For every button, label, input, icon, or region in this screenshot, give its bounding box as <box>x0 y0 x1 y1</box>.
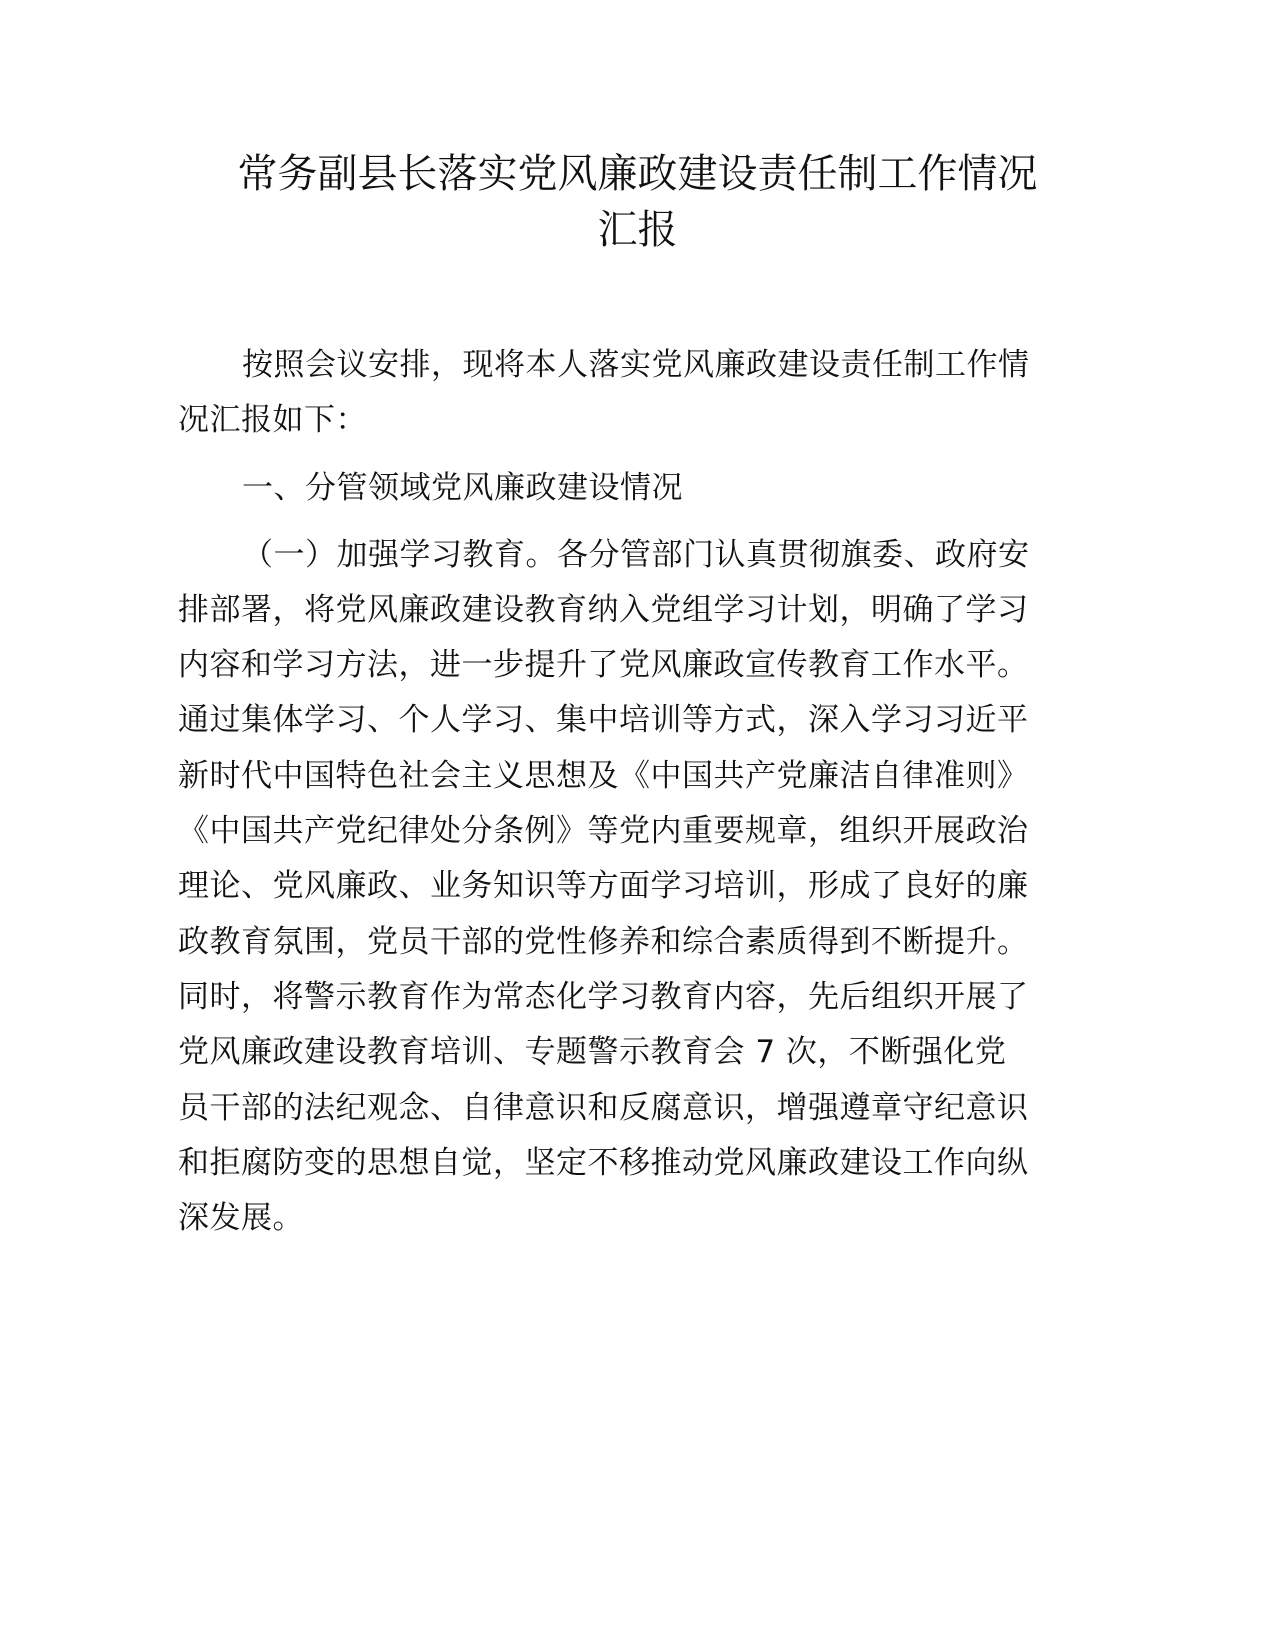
document-title-line-1: 常务副县长落实党风廉政建设责任制工作情况 <box>237 151 1038 197</box>
intro-line-1: 按照会议安排，现将本人落实党风廉政建设责任制工作情 <box>242 347 1030 383</box>
paragraph-line: 通过集体学习、个人学习、集中培训等方式，深入学习习近平 <box>178 702 1029 738</box>
paragraph-line: 《中国共产党纪律处分条例》等党内重要规章，组织开展政治 <box>178 813 1029 849</box>
paragraph-line: 党风廉政建设教育培训、专题警示教育会 7 次，不断强化党 <box>178 1034 1007 1070</box>
paragraph-line: 新时代中国特色社会主义思想及《中国共产党廉洁自律准则》 <box>178 758 1029 794</box>
paragraph-line: 深发展。 <box>178 1200 304 1236</box>
document-title-line-2: 汇报 <box>597 207 678 253</box>
paragraph-line: （一）加强学习教育。各分管部门认真贯彻旗委、政府安 <box>242 537 1030 573</box>
paragraph-line: 理论、党风廉政、业务知识等方面学习培训，形成了良好的廉 <box>178 868 1029 904</box>
section-heading: 一、分管领域党风廉政建设情况 <box>242 470 683 506</box>
paragraph-line: 和拒腐防变的思想自觉，坚定不移推动党风廉政建设工作向纵 <box>178 1145 1029 1181</box>
intro-line-2: 况汇报如下： <box>178 402 367 438</box>
paragraph-line: 政教育氛围，党员干部的党性修养和综合素质得到不断提升。 <box>178 924 1029 960</box>
paragraph-line: 内容和学习方法，进一步提升了党风廉政宣传教育工作水平。 <box>178 647 1029 683</box>
paragraph-line: 排部署，将党风廉政建设教育纳入党组学习计划，明确了学习 <box>178 592 1029 628</box>
paragraph-line: 员干部的法纪观念、自律意识和反腐意识，增强遵章守纪意识 <box>178 1090 1029 1126</box>
paragraph-line: 同时，将警示教育作为常态化学习教育内容，先后组织开展了 <box>178 979 1029 1015</box>
